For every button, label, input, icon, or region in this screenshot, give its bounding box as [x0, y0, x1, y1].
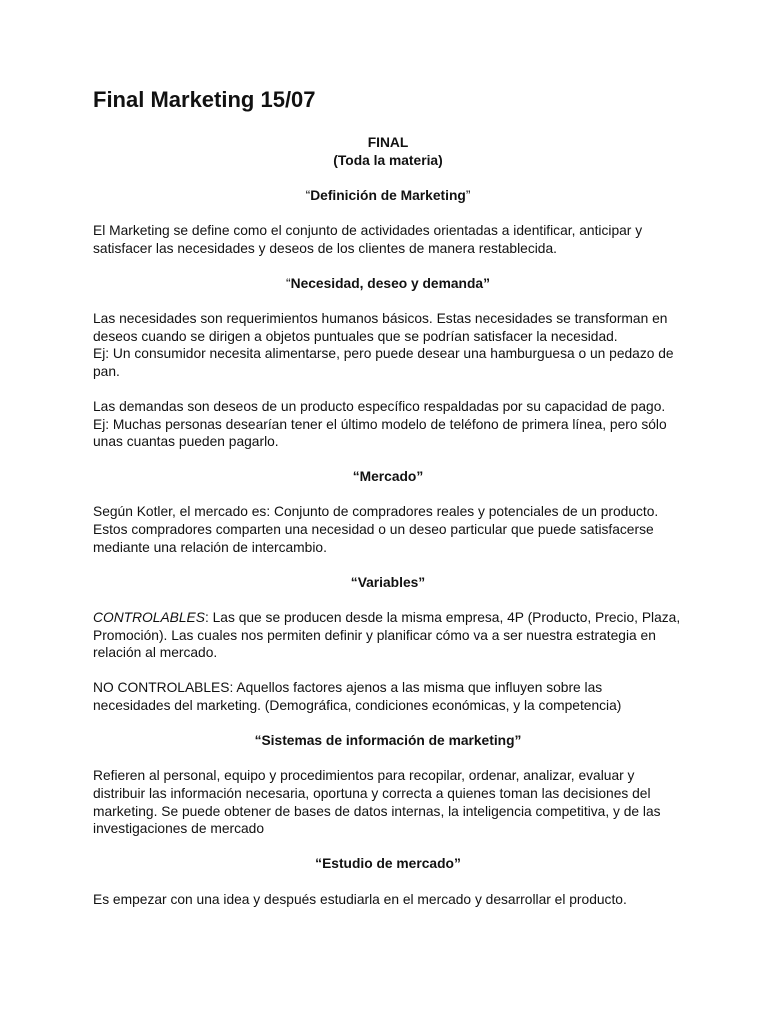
- section-heading-estudio: “Estudio de mercado”: [315, 856, 461, 872]
- paragraph-definicion: El Marketing se define como el conjunto de actividades orientadas a identificar, anticipar y satisfacer las necesidades y deseos de los clientes de manera restablecida.: [93, 222, 643, 256]
- paragraph-controlables: CONTROLABLES: Las que se producen desde la misma empresa, 4P (Producto, Precio, Plaza, Promoción). Las cuales nos permiten definir y planificar cómo va a ser nuestra estrategia en relación al mercado.: [93, 610, 681, 661]
- controlables-label: CONTROLABLES: [93, 610, 205, 626]
- paragraph-ejemplo-necesidad: Ej: Un consumidor necesita alimentarse, pero puede desear una hamburguesa o un pedazo de pan.: [93, 346, 674, 379]
- paragraph-demandas: Las demandas son deseos de un producto específico respaldadas por su capacidad de pago.: [93, 398, 666, 414]
- section-heading-necesidad: “Necesidad, deseo y demanda”: [286, 275, 490, 291]
- section-heading-sistemas: “Sistemas de información de marketing”: [254, 733, 522, 749]
- section-heading-definicion: “Definición de Marketing”: [305, 187, 471, 203]
- final-label: FINAL: [367, 135, 409, 150]
- section-heading-variables: “Variables”: [350, 574, 426, 590]
- paragraph-necesidades: Las necesidades son requerimientos humanos básicos. Estas necesidades se transforman en deseos cuando se dirigen a objetos puntuales que se podrían satisfacer la necesidad.: [93, 310, 668, 344]
- scope-label: (Toda la materia): [333, 152, 443, 168]
- paragraph-estudio: Es empezar con una idea y después estudiarla en el mercado y desarrollar el producto.: [93, 891, 627, 907]
- document-page: [93, 86, 683, 908]
- paragraph-mercado: Según Kotler, el mercado es: Conjunto de compradores reales y potenciales de un producto. Estos compradores comparten una necesidad o un deseo particular que puede satisfacerse mediante una relación de intercambio.: [93, 504, 659, 555]
- paragraph-no-controlables: NO CONTROLABLES: Aquellos factores ajenos a las misma que influyen sobre las necesidades del marketing. (Demográfica, condiciones económicas, y la competencia): [93, 680, 622, 713]
- section-heading-mercado: “Mercado”: [352, 469, 424, 485]
- paragraph-sistemas: Refieren al personal, equipo y procedimientos para recopilar, ordenar, analizar, evaluar y distribuir las información necesaria, oportuna y correcta a quienes toman las decisiones del marketing. Se puede obtener de bases de datos internas, la inteligencia competitiva, y de las investigaciones de mercado: [93, 768, 661, 837]
- paragraph-ejemplo-demanda: Ej: Muchas personas desearían tener el último modelo de teléfono de primera línea, pero sólo unas cuantas pueden pagarlo.: [93, 416, 667, 450]
- document-title: Final Marketing 15/07: [93, 87, 316, 112]
